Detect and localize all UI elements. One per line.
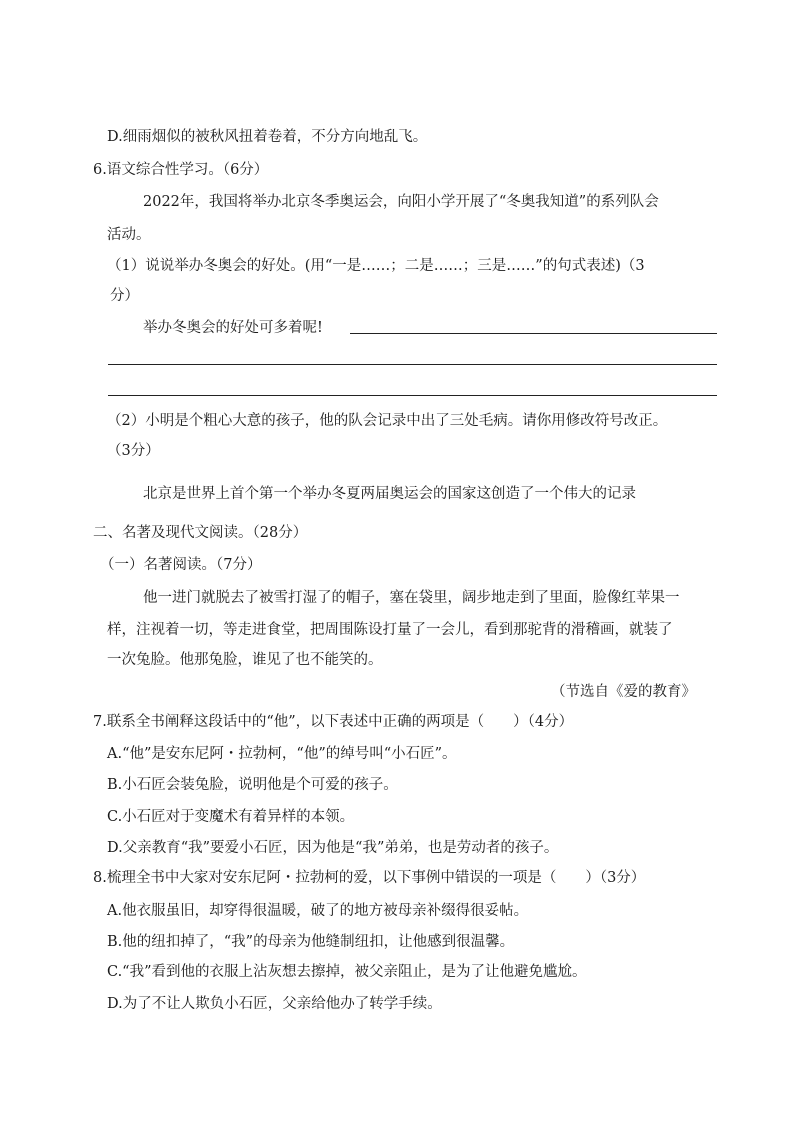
q6-sub1-line-2: 分） bbox=[110, 288, 139, 304]
q8-option-a: A.他衣服虽旧，却穿得很温暖，破了的地方被母亲补缀得很妥帖。 bbox=[107, 903, 529, 919]
passage-line-3: 一次兔脸。他那兔脸，谁见了也不能笑的。 bbox=[107, 652, 383, 668]
part-1-title: （一）名著阅读。（7分） bbox=[100, 557, 262, 573]
q8-option-d: D.为了不让人欺负小石匠，父亲给他办了转学手续。 bbox=[107, 996, 442, 1012]
q7-option-a: A.“他”是安东尼阿・拉勃柯，“他”的绰号叫“小石匠”。 bbox=[107, 746, 457, 762]
q6-intro-line-2: 活动。 bbox=[107, 227, 151, 243]
q7-option-b: B.小石匠会装兔脸，说明他是个可爱的孩子。 bbox=[107, 777, 398, 793]
q8-stem: 8.梳理全书中大家对安东尼阿・拉勃柯的爱，以下事例中错误的一项是（ ）（3分） bbox=[93, 870, 646, 886]
q5-option-d: D.细雨烟似的被秋风扭着卷着，不分方向地乱飞。 bbox=[107, 129, 428, 145]
q7-stem: 7.联系全书阐释这段话中的“他”，以下表述中正确的两项是（ ）（4分） bbox=[93, 714, 574, 730]
answer-line-3[interactable] bbox=[108, 395, 717, 396]
passage-line-2: 样，注视着一切，等走进食堂，把周围陈设打量了一会儿，看到那驼背的滑稽画，就装了 bbox=[107, 622, 673, 638]
q8-option-c: C.“我”看到他的衣服上沾灰想去擦掉，被父亲阻止，是为了让他避免尴尬。 bbox=[107, 964, 587, 980]
q6-sub1-prompt: 举办冬奥会的好处可多着呢! bbox=[143, 320, 323, 336]
answer-line-1[interactable] bbox=[350, 333, 717, 334]
passage-line-1: 他一进门就脱去了被雪打湿了的帽子，塞在袋里，阔步地走到了里面，脸像红苹果一 bbox=[143, 590, 680, 606]
q6-record-sentence: 北京是世界上首个第一个举办冬夏两届奥运会的国家这创造了一个伟大的记录 bbox=[143, 486, 636, 502]
q6-title: 6.语文综合性学习。（6分） bbox=[93, 162, 269, 178]
q8-option-b: B.他的纽扣掉了，“我”的母亲为他缝制纽扣，让他感到很温馨。 bbox=[107, 934, 515, 950]
q6-intro-line-1: 2022年，我国将举办北京冬季奥运会，向阳小学开展了“冬奥我知道”的系列队会 bbox=[143, 194, 659, 210]
answer-line-2[interactable] bbox=[108, 364, 717, 365]
q7-option-c: C.小石匠对于变魔术有着异样的本领。 bbox=[107, 809, 355, 825]
passage-source: （节选自《爱的教育》 bbox=[551, 684, 696, 700]
q6-sub2-line-1: （2）小明是个粗心大意的孩子，他的队会记录中出了三处毛病。请你用修改符号改正。 bbox=[107, 413, 668, 429]
q6-sub1-line-1: （1）说说举办冬奥会的好处。(用“一是……；二是……；三是……”的句式表述)（3 bbox=[107, 258, 645, 274]
q7-option-d: D.父亲教育“我”要爱小石匠，因为他是“我”弟弟，也是劳动者的孩子。 bbox=[107, 840, 559, 856]
section-2-title: 二、名著及现代文阅读。（28分） bbox=[93, 525, 308, 541]
q6-sub2-line-2: （3分） bbox=[107, 443, 160, 459]
